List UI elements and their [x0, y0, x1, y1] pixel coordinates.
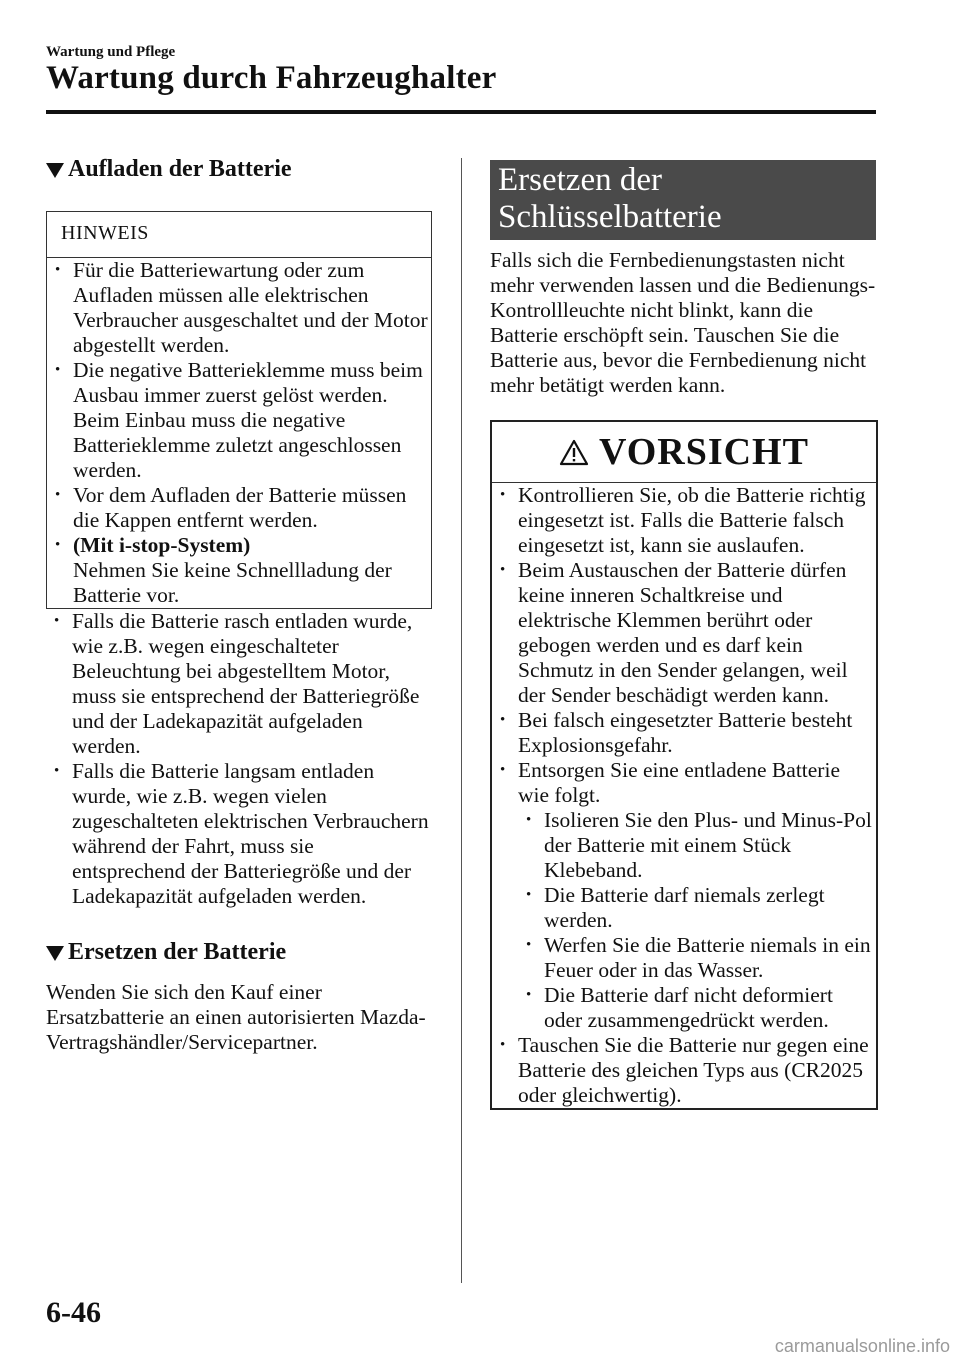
page-title: Wartung durch Fahrzeughalter: [46, 60, 497, 96]
caution-title-text: VORSICHT: [599, 431, 809, 473]
replacement-paragraph: Wenden Sie sich den Kauf einer Ersatzbatterie an einen autorisierten Mazda-Vertragshändler/Servicepartner.: [46, 980, 426, 1054]
page-number: 6-46: [46, 1296, 101, 1329]
left-column: [46, 156, 432, 1055]
triangle-bullet-icon: [46, 946, 64, 961]
caution-item: • Bei falsch eingesetzter Batterie besteht Explosionsgefahr.: [492, 708, 876, 758]
heading-text: Aufladen der Batterie: [68, 156, 292, 182]
caution-item: • Kontrollieren Sie, ob die Batterie richtig eingesetzt ist. Falls die Batterie falsch eingesetzt ist, kann sie auslaufen.: [492, 483, 876, 558]
note-item-text: Nehmen Sie keine Schnellladung der Batterie vor.: [73, 558, 392, 607]
note-item-condition: (Mit i-stop-System): [73, 533, 251, 557]
caution-item: [492, 758, 876, 1033]
list-item: • Falls die Batterie rasch entladen wurde, wie z.B. wegen eingeschalteter Beleuchtung bei abgestelltem Motor, muss sie entsprechend der Batteriegröße und der Ladekapazität aufgeladen werden.: [46, 609, 432, 759]
caution-item: • Tauschen Sie die Batterie nur gegen eine Batterie des gleichen Typs aus (CR2025 oder gleichwertig).: [492, 1033, 876, 1108]
section-heading-replacement: [46, 939, 432, 966]
right-column: [490, 160, 878, 1110]
triangle-bullet-icon: [46, 163, 64, 178]
caution-title: [492, 422, 876, 483]
warning-triangle-icon: [559, 439, 589, 466]
section-label: Wartung und Pflege: [46, 44, 176, 60]
disposal-item: • Werfen Sie die Batterie niemals in ein Feuer oder in das Wasser.: [518, 933, 876, 983]
note-item: • Vor dem Aufladen der Batterie müssen die Kappen entfernt werden.: [47, 483, 431, 533]
banner-line: Ersetzen der: [498, 162, 662, 198]
watermark: carmanualsonline.info: [774, 1336, 950, 1356]
disposal-sublist: [518, 808, 876, 1033]
banner-line: Schlüsselbatterie: [498, 199, 722, 235]
note-box: [46, 211, 432, 609]
header-rule: [46, 110, 876, 114]
charging-info-list: [46, 609, 432, 909]
section-banner: [490, 160, 876, 240]
disposal-item: • Die Batterie darf niemals zerlegt werden.: [518, 883, 876, 933]
note-title: HINWEIS: [47, 212, 431, 258]
list-item: • Falls die Batterie langsam entladen wurde, wie z.B. wegen vielen zugeschalteten elektrischen Verbrauchern während der Fahrt, muss sie entsprechend der Batteriegröße und der Ladekapazität aufgeladen werden.: [46, 759, 432, 909]
caution-box: [490, 420, 878, 1110]
column-divider: [461, 158, 462, 1283]
intro-paragraph: Falls sich die Fernbedienungstasten nicht mehr verwenden lassen und die Bedienungs-Kontrollleuchte nicht blinkt, kann die Batterie erschöpft sein. Tauschen Sie die Batterie aus, bevor die Fernbedienung nicht mehr betätigt werden kann.: [490, 248, 876, 397]
caution-item-text: Entsorgen Sie eine entladene Batterie wie folgt.: [518, 758, 840, 807]
heading-text: Ersetzen der Batterie: [68, 939, 287, 965]
note-item: [47, 533, 431, 608]
disposal-item: • Die Batterie darf nicht deformiert oder zusammengedrückt werden.: [518, 983, 876, 1033]
section-heading-charging: [46, 156, 432, 183]
note-item: • Für die Batteriewartung oder zum Aufladen müssen alle elektrischen Verbraucher ausgeschaltet und der Motor abgestellt werden.: [47, 258, 431, 358]
note-item: • Die negative Batterieklemme muss beim Ausbau immer zuerst gelöst werden. Beim Einbau muss die negative Batterieklemme zuletzt angeschlossen werden.: [47, 358, 431, 483]
disposal-item: • Isolieren Sie den Plus- und Minus-Pol der Batterie mit einem Stück Klebeband.: [518, 808, 876, 883]
caution-list: [492, 483, 876, 1108]
caution-item: • Beim Austauschen der Batterie dürfen keine inneren Schaltkreise und elektrische Klemmen berührt oder gebogen werden und es darf kein Schmutz in den Sender gelangen, weil der Sender beschädigt werden kann.: [492, 558, 876, 708]
note-list: [47, 258, 431, 608]
